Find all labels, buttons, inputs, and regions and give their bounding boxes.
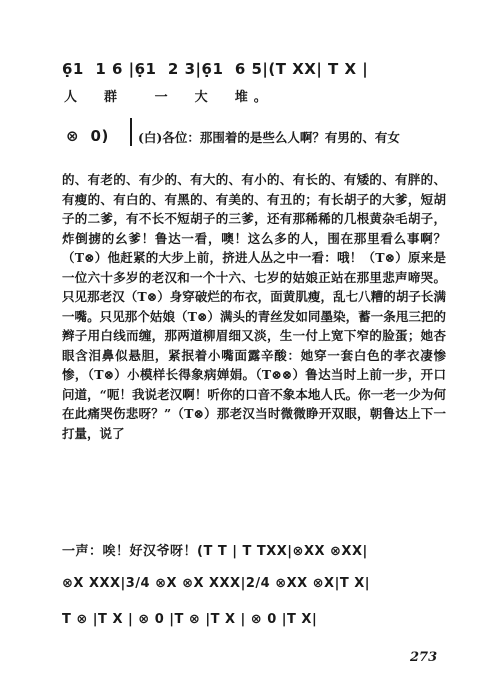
notation-line-3: T ⊗ |T X | ⊗ 0 |T ⊗ |T X | ⊗ 0 |T X| <box>62 612 318 627</box>
speech-intro: (白)各位：那围着的是些么人啊？有男的、有女 <box>138 130 400 145</box>
bracket-mark <box>130 118 132 146</box>
notation-line-1: 一声：唉！好汉爷呀！(T T | T TXX|⊗XX ⊗XX| <box>62 544 368 559</box>
notation-line-2: ⊗X XXX|3/4 ⊗X ⊗X XXX|2/4 ⊗XX ⊗X|T X| <box>62 576 370 591</box>
lyrics-line-top: 人 群 一 大 堆。 <box>64 90 273 105</box>
prose-paragraph: 的、有老的、有少的、有大的、有小的、有长的、有矮的、有胖的、有瘦的、有白的、有黑的、有美的、有丑的；有长胡子的大爹，短胡子的二爹，有不长不短胡子的三爹，还有那稀稀的几根黄杂毛胡子，炸倒掳的幺爹！鲁达一看，噢！这么多的人，围在那里看么事啊？（T⊗）他赶紧的大步上前，挤进人丛之中一看：哦！（T⊗）原来是一位六十多岁的老汉和一个十六、七岁的姑娘正站在那里悲声啼哭。只见那老汉（T⊗）身穿破烂的布衣，面黄肌瘦，乱七八糟的胡子长满一嘴。只见那个姑娘（T⊗）满头的青丝发如同墨染，蓄一条甩三把的辫子用白线而缠，那两道柳眉细又淡，生一付上宽下窄的脸蛋；她杏眼含泪鼻似悬胆，紧抿着小嘴面露辛酸：她穿一套白色的孝衣凄惨惨，（T⊗）小模样长得象病婵娟。（T⊗⊗）鲁达当时上前一步，开口问道，“呃！我说老汉啊！听你的口音不象本地人氏。你一老一少为何在此痛哭伤悲呀？”（T⊗）那老汉当时微微睁开双眼，朝鲁达上下一打量，说了 <box>62 172 446 441</box>
page-number: 273 <box>410 650 438 665</box>
speech-prefix: ⊗ 0) <box>66 127 109 145</box>
prose-body <box>62 170 446 443</box>
notation-line-top: 6̣1 1 6 |6̣1 2 3|6̣1 6 5|(T XX| T X | <box>62 60 369 78</box>
